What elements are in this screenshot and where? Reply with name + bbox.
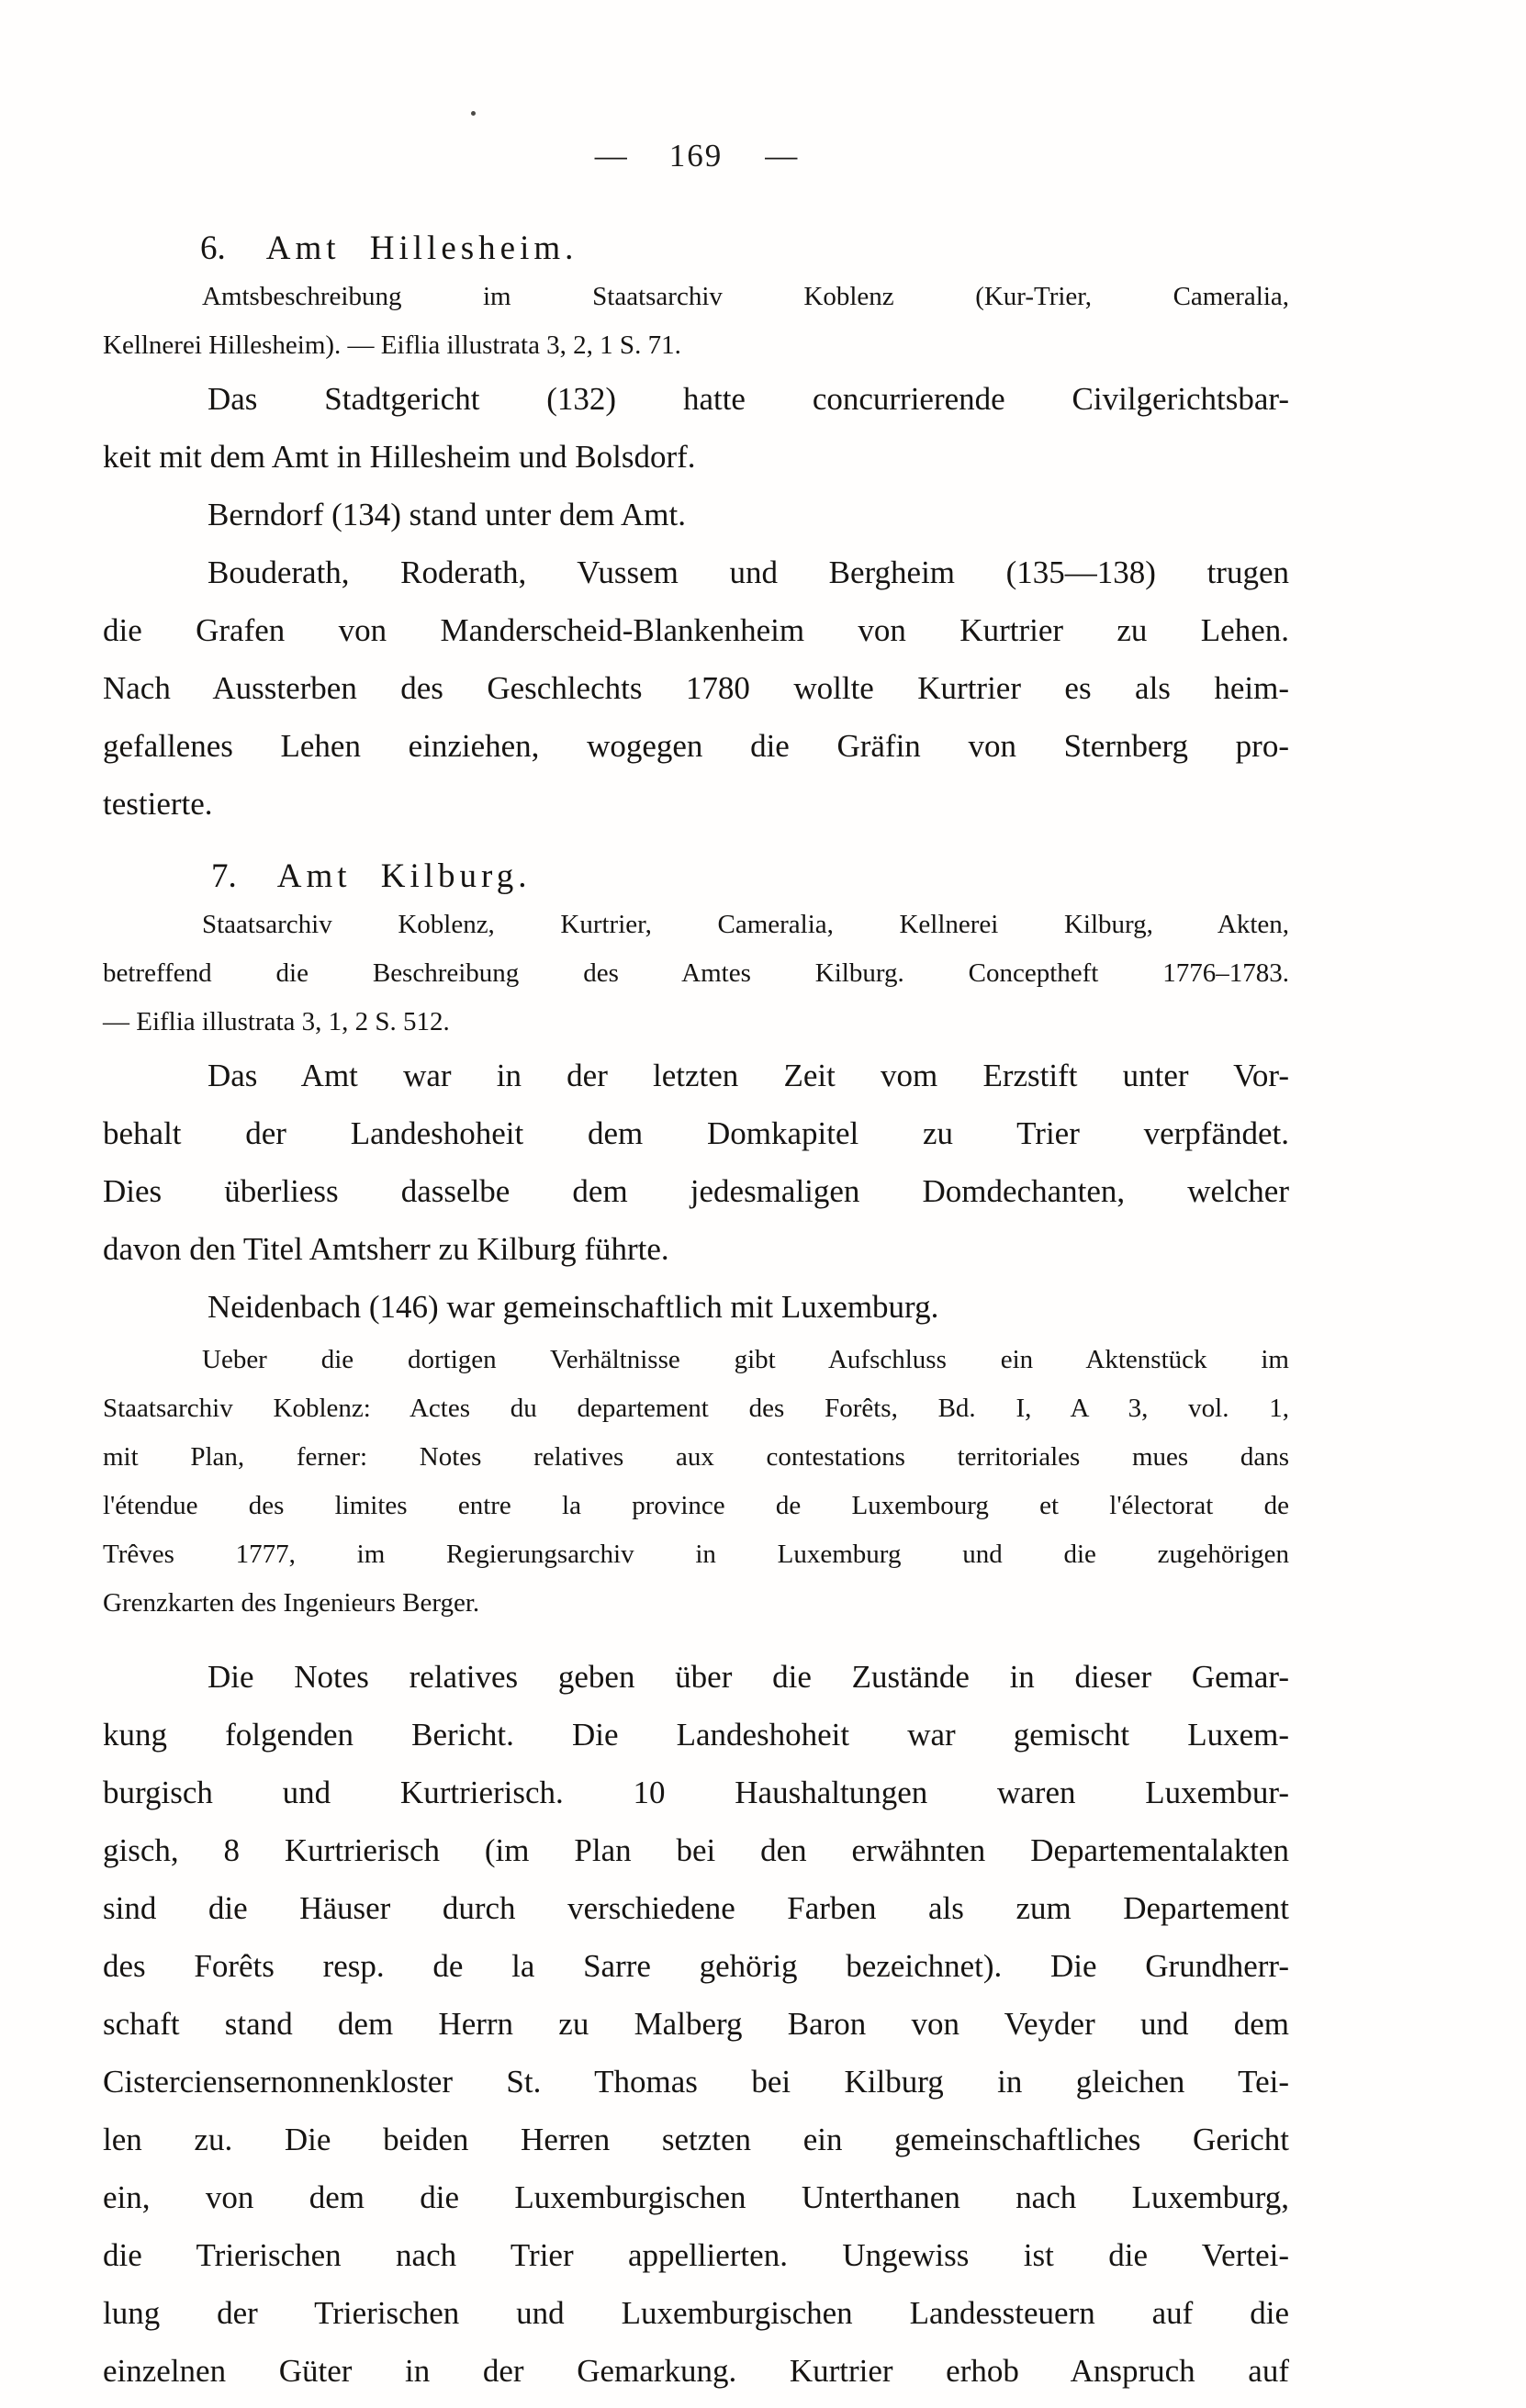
text-line: Berndorf (134) stand unter dem Amt. [208, 497, 687, 532]
text-line: mit Plan, ferner: Notes relatives aux contestations territoriales mues dans [103, 1442, 1289, 1472]
paragraph-neidenbach [103, 1278, 1289, 1336]
scan-speck [471, 111, 476, 116]
paragraph-berndorf [103, 486, 1289, 543]
paragraph-notes-relatives-report [103, 1648, 1289, 2400]
text-line: Das Stadtgericht (132) hatte concurrierende Civilgerichtsbar- [208, 381, 1289, 417]
details-note-aktenstueck [103, 1336, 1289, 1628]
paragraph-bouderath [103, 543, 1289, 833]
text-line: Dies überliess dasselbe dem jedesmaligen Domdechanten, welcher [103, 1173, 1289, 1209]
text-line: gefallenes Lehen einziehen, wogegen die Gräfin von Sternberg pro- [103, 728, 1289, 764]
text-line: Bouderath, Roderath, Vussem und Bergheim (135—138) trugen [208, 554, 1289, 590]
text-line: Cisterciensernonnenkloster St. Thomas bei Kilburg in gleichen Tei- [103, 2064, 1289, 2100]
text-line: Neidenbach (146) war gemeinschaftlich mit Luxemburg. [208, 1289, 939, 1325]
text-line: gisch, 8 Kurtrierisch (im Plan bei den erwähnten Departementalakten [103, 1832, 1289, 1868]
text-line: Kellnerei Hillesheim). — Eiflia illustrata 3, 2, 1 S. 71. [103, 330, 681, 360]
text-line: davon den Titel Amtsherr zu Kilburg führte. [103, 1231, 669, 1267]
text-line: Ueber die dortigen Verhältnisse gibt Aufschluss ein Aktenstück im [202, 1345, 1289, 1374]
text-line: l'étendue des limites entre la province de Luxembourg et l'électorat de [103, 1491, 1289, 1520]
text-line: — Eiflia illustrata 3, 1, 2 S. 512. [103, 1007, 450, 1036]
page-number: 169 [668, 138, 724, 174]
text-line: Staatsarchiv Koblenz, Kurtrier, Cameralia, Kellnerei Kilburg, Akten, [202, 910, 1289, 939]
text-line: Die Notes relatives geben über die Zustände in dieser Gemar- [208, 1659, 1289, 1695]
header-dash-right: — [765, 138, 798, 174]
section-number: 6. [200, 230, 226, 267]
source-note-hillesheim [103, 273, 1289, 370]
text-line: ein, von dem die Luxemburgischen Unterthanen nach Luxemburg, [103, 2179, 1289, 2215]
text-line: len zu. Die beiden Herren setzten ein gemeinschaftliches Gericht [103, 2122, 1289, 2157]
text-line: Trêves 1777, im Regierungsarchiv in Luxemburg und die zugehörigen [103, 1540, 1289, 1569]
text-line: lung der Trierischen und Luxemburgischen Landessteuern auf die [103, 2295, 1289, 2331]
page-number-header [103, 138, 1289, 174]
paragraph-amt-verpfaendet [103, 1047, 1289, 1278]
section-heading-6 [200, 225, 1289, 273]
text-line: betreffend die Beschreibung des Amtes Kilburg. Conceptheft 1776–1783. [103, 958, 1289, 988]
text-line: keit mit dem Amt in Hillesheim und Bolsdorf. [103, 439, 696, 475]
section-title: Amt Hillesheim. [265, 230, 578, 267]
paragraph-stadtgericht [103, 370, 1289, 486]
text-line: Amtsbeschreibung im Staatsarchiv Koblenz (Kur-Trier, Cameralia, [202, 282, 1289, 311]
text-line: einzelnen Güter in der Gemarkung. Kurtrier erhob Anspruch auf [103, 2353, 1289, 2389]
text-line: des Forêts resp. de la Sarre gehörig bezeichnet). Die Grundherr- [103, 1948, 1289, 1984]
source-note-kilburg [103, 901, 1289, 1047]
section-heading-7 [211, 853, 1289, 901]
text-line: burgisch und Kurtrierisch. 10 Haushaltungen waren Luxembur- [103, 1775, 1289, 1810]
text-line: Grenzkarten des Ingenieurs Berger. [103, 1588, 480, 1618]
text-line: behalt der Landeshoheit dem Domkapitel zu Trier verpfändet. [103, 1115, 1289, 1151]
text-line: schaft stand dem Herrn zu Malberg Baron von Veyder und dem [103, 2006, 1289, 2042]
header-dash-left: — [594, 138, 627, 174]
text-line: testierte. [103, 786, 213, 822]
text-line: Staatsarchiv Koblenz: Actes du departement des Forêts, Bd. I, A 3, vol. 1, [103, 1394, 1289, 1423]
text-line: sind die Häuser durch verschiedene Farben als zum Departement [103, 1890, 1289, 1926]
text-line: Nach Aussterben des Geschlechts 1780 wollte Kurtrier es als heim- [103, 670, 1289, 706]
text-line: die Trierischen nach Trier appellierten. Ungewiss ist die Vertei- [103, 2237, 1289, 2273]
text-line: kung folgenden Bericht. Die Landeshoheit war gemischt Luxem- [103, 1717, 1289, 1753]
text-line: Das Amt war in der letzten Zeit vom Erzstift unter Vor- [208, 1058, 1289, 1093]
section-number: 7. [211, 857, 237, 895]
text-line: die Grafen von Manderscheid-Blankenheim von Kurtrier zu Lehen. [103, 612, 1289, 648]
section-title: Amt Kilburg. [276, 857, 532, 895]
